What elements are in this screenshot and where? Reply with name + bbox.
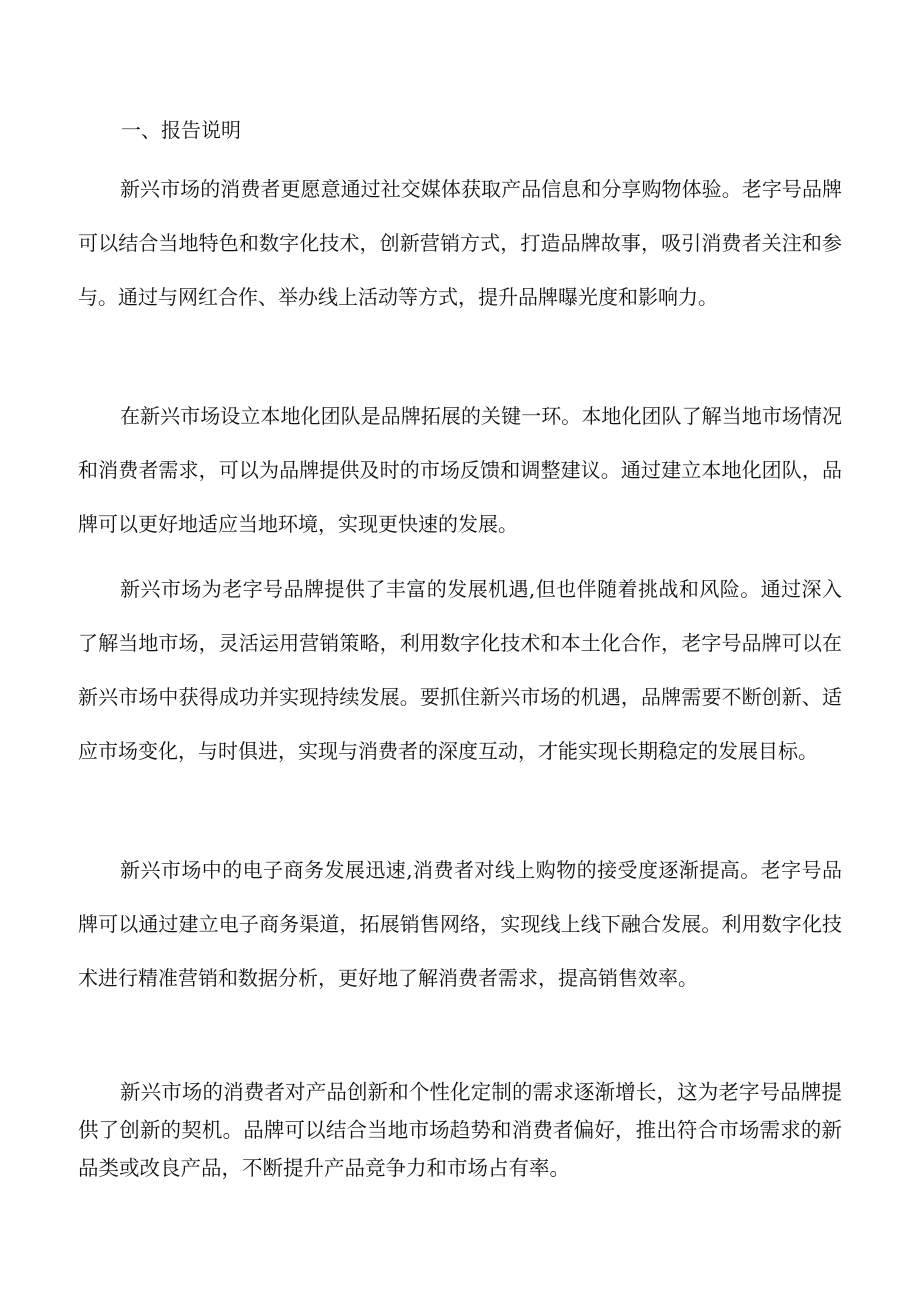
paragraph-ecommerce: 新兴市场中的电子商务发展迅速,消费者对线上购物的接受度逐渐提高。老字号品牌可以通过建立电子商务渠道，拓展销售网络，实现线上线下融合发展。利用数字化技术进行精准营销和数据分析，更好地了解消费者需求，提高销售效率。 — [78, 858, 842, 990]
paragraph-opportunities: 新兴市场为老字号品牌提供了丰富的发展机遇,但也伴随着挑战和风险。通过深入了解当地市场，灵活运用营销策略，利用数字化技术和本土化合作，老字号品牌可以在新兴市场中获得成功并实现持续发展。要抓住新兴市场的机遇，品牌需要不断创新、适应市场变化，与时俱进，实现与消费者的深度互动，才能实现长期稳定的发展目标。 — [78, 577, 842, 763]
paragraph-innovation: 新兴市场的消费者对产品创新和个性化定制的需求逐渐增长，这为老字号品牌提供了创新的契机。品牌可以结合当地市场趋势和消费者偏好，推出符合市场需求的新品类或改良产品，不断提升产品竞争力和市场占有率。 — [78, 1080, 842, 1180]
paragraph-local-team: 在新兴市场设立本地化团队是品牌拓展的关键一环。本地化团队了解当地市场情况和消费者需求，可以为品牌提供及时的市场反馈和调整建议。通过建立本地化团队，品牌可以更好地适应当地环境，实现更快速的发展。 — [78, 404, 842, 536]
section-heading: 一、报告说明 — [121, 118, 241, 142]
paragraph-social-media: 新兴市场的消费者更愿意通过社交媒体获取产品信息和分享购物体验。老字号品牌可以结合当地特色和数字化技术，创新营销方式，打造品牌故事，吸引消费者关注和参与。通过与网红合作、举办线上活动等方式，提升品牌曝光度和影响力。 — [78, 177, 842, 309]
